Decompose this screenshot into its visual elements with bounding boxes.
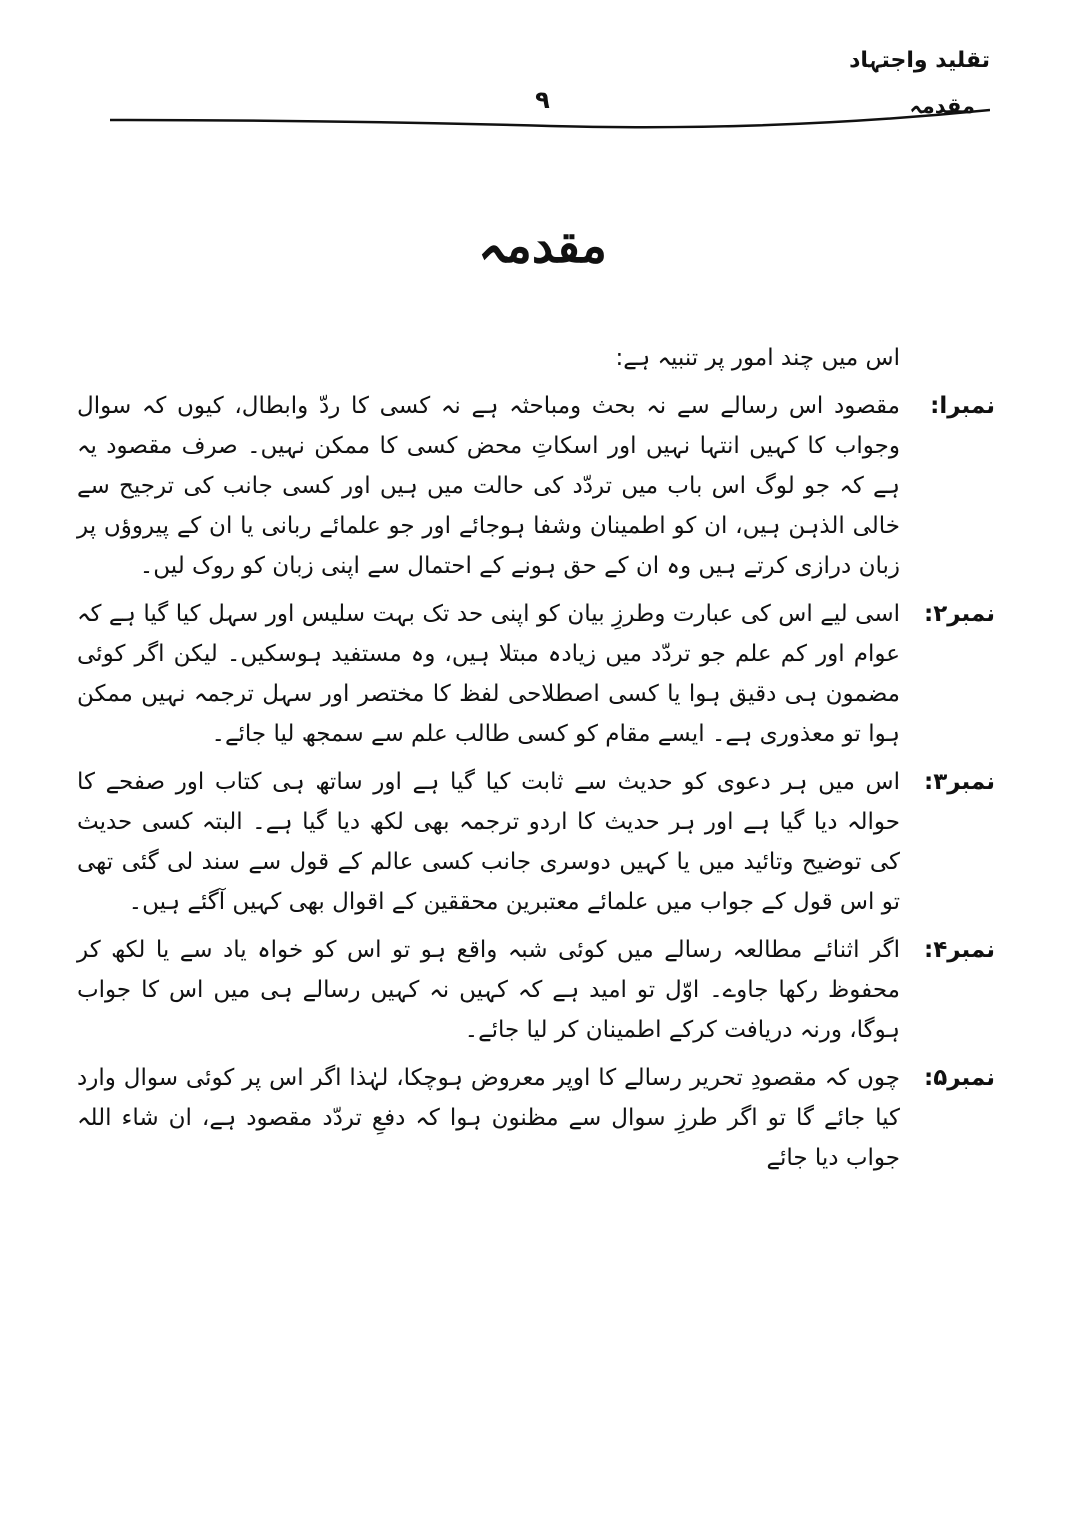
page-number: ۹ xyxy=(535,86,550,114)
item-text: اس میں ہر دعوی کو حدیث سے ثابت کیا گیا ہے اور ساتھ ہی کتاب اور صفحے کا حوالہ دیا گیا ہے اور ہر حدیث کا اردو ترجمہ بھی لکھ دیا گیا ہے۔ البتہ کسی حدیث کی توضیح وتائید میں یا کہیں دوسری جانب کسی عالم کے قول سے سند لی گئی تھی تو اس قول کے جواب میں علمائے معتبرین محققین کے اقوال بھی کہیں آگئے ہیں۔ xyxy=(77,769,900,915)
running-section-title: مقدمہ xyxy=(909,94,975,118)
numbered-item xyxy=(77,762,995,922)
item-text: اگر اثنائے مطالعہ رسالے میں کوئی شبہ واقع ہو تو اس کو خواہ یاد سے یا لکھ کر محفوظ رکھا جاوے۔ اوّل تو امید ہے کہ کہیں نہ کہیں رسالے ہی میں اس کا جواب ہوگا، ورنہ دریافت کرکے اطمینان کر لیا جائے۔ xyxy=(77,937,900,1043)
numbered-item xyxy=(77,386,995,586)
numbered-item xyxy=(77,1058,995,1178)
item-number: نمبر۴: xyxy=(923,937,995,963)
numbered-item xyxy=(77,930,995,1050)
intro-paragraph: اس میں چند امور پر تنبیہ ہے: xyxy=(615,345,900,371)
header-rule xyxy=(110,108,990,138)
body-text xyxy=(77,338,995,1186)
item-text: اسی لیے اس کی عبارت وطرزِ بیان کو اپنی حد تک بہت سلیس اور سہل کیا گیا ہے کہ عوام اور کم علم جو تردّد میں زیادہ مبتلا ہیں، وہ مستفید ہوسکیں۔ لیکن اگر کوئی مضمون ہی دقیق ہوا یا کسی اصطلاحی لفظ کا مختصر اور سہل ترجمہ نہیں ممکن ہوا تو معذوری ہے۔ ایسے مقام کو کسی طالب علم سے سمجھ لیا جائے۔ xyxy=(77,601,900,747)
item-text: چوں کہ مقصودِ تحریر رسالے کا اوپر معروض ہوچکا، لہٰذا اگر اس پر کوئی سوال وارد کیا جائے گا تو اگر طرزِ سوال سے مظنون ہوا کہ دفعِ تردّد مقصود ہے، ان شاء اللہ جواب دیا جائے xyxy=(77,1065,900,1171)
item-number: نمبر۲: xyxy=(923,601,995,627)
item-text: مقصود اس رسالے سے نہ بحث ومباحثہ ہے نہ کسی کا ردّ وابطال، کیوں کہ سوال وجواب کا کہیں انتہا نہیں اور اسکاتِ محض کسی کا ممکن نہیں۔ صرف مقصود یہ ہے کہ جو لوگ اس باب میں تردّد کی حالت میں ہیں اور کسی جانب کی ترجیح سے خالی الذہن ہیں، ان کو اطمینان وشفا ہوجائے اور جو علمائے ربانی یا ان کے پیروؤں پر زبان درازی کرتے ہیں وہ ان کے حق ہونے کے احتمال سے اپنی زبان کو روک لیں۔ xyxy=(77,393,900,579)
item-number: نمبر۵: xyxy=(923,1065,995,1091)
item-number: نمبرا: xyxy=(930,393,995,419)
item-number: نمبر۳: xyxy=(923,769,995,795)
book-title: تقلید واجتہاد xyxy=(849,48,990,73)
chapter-title: مقدمہ xyxy=(477,218,608,274)
numbered-item xyxy=(77,594,995,754)
